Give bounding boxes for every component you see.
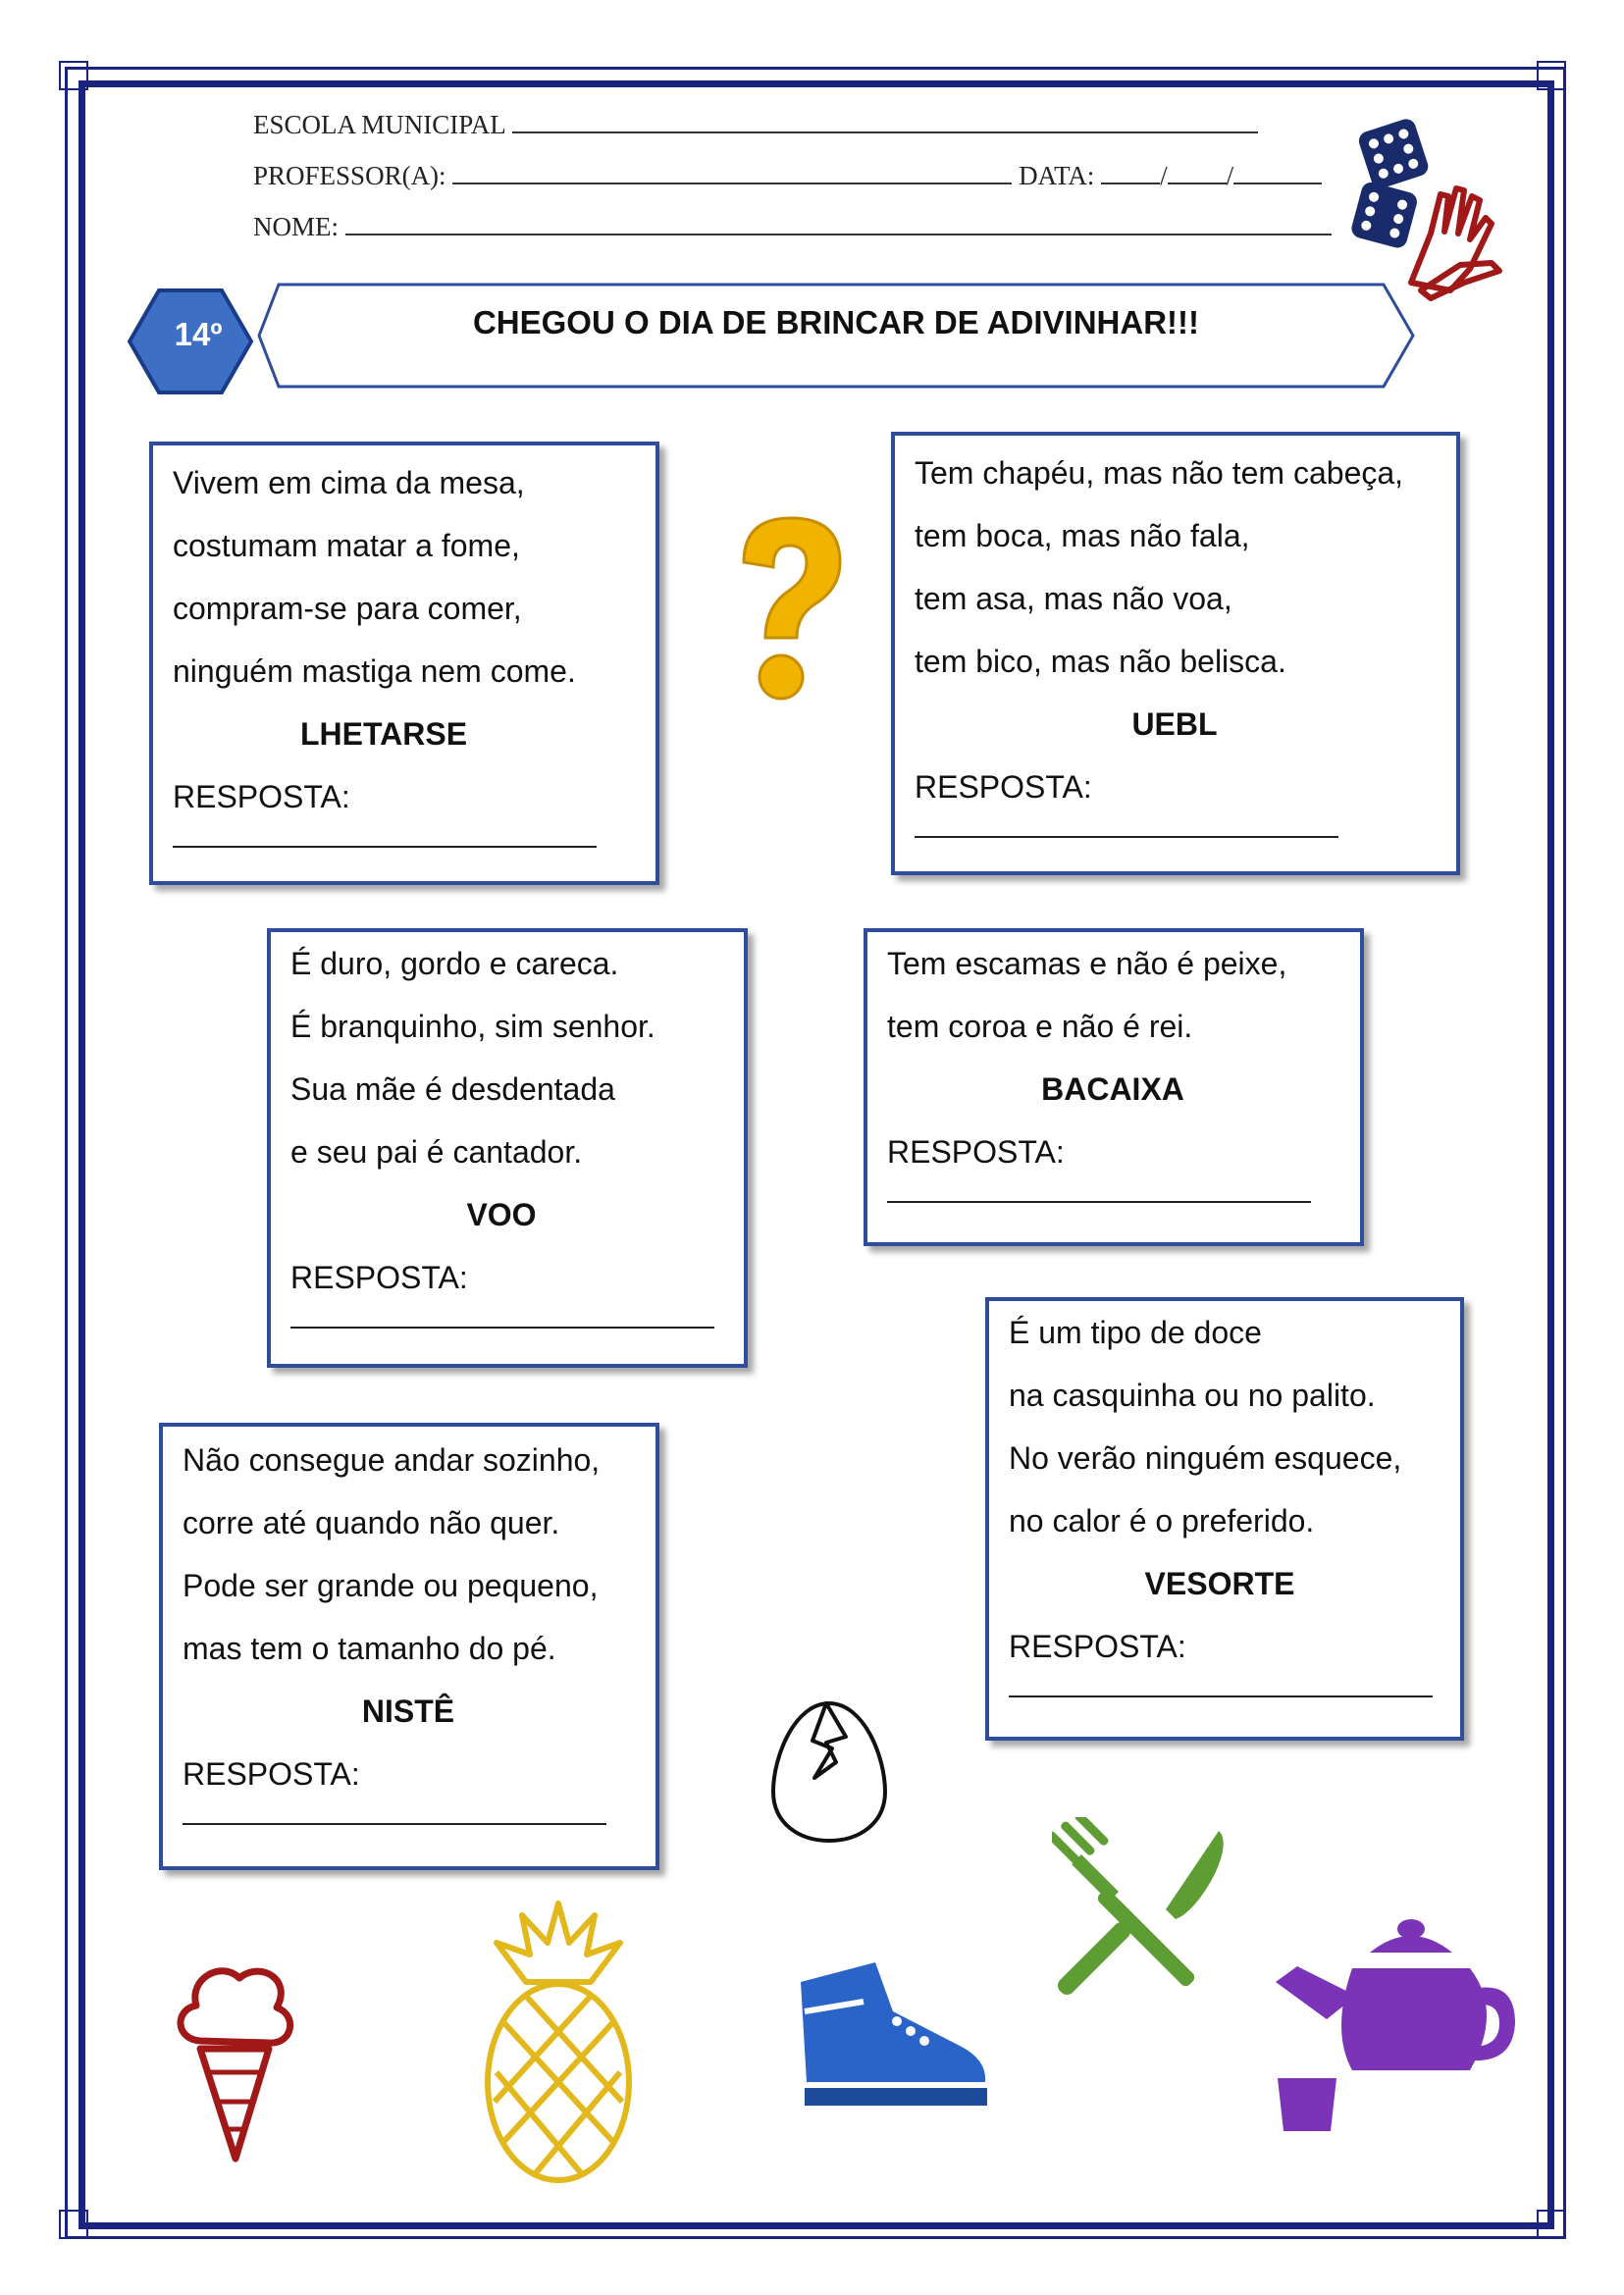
answer-field[interactable] <box>290 1309 714 1329</box>
scrambled-word: LHETARSE <box>299 716 468 752</box>
date-month-field[interactable] <box>1168 163 1227 184</box>
frame-corner <box>59 2210 88 2239</box>
riddle-line: compram-se para comer, <box>173 591 522 626</box>
riddle-line: mas tem o tamanho do pé. <box>183 1631 556 1666</box>
riddle-line: Tem chapéu, mas não tem cabeça, <box>915 455 1404 491</box>
riddle-line: É um tipo de doce <box>1009 1315 1262 1350</box>
date-label: DATA: <box>1019 161 1095 190</box>
school-label: ESCOLA MUNICIPAL <box>253 110 505 139</box>
answer-field[interactable] <box>887 1183 1311 1203</box>
riddle-line: na casquinha ou no palito. <box>1009 1378 1376 1413</box>
riddle-line: tem asa, mas não voa, <box>915 581 1232 616</box>
sneaker-icon <box>795 1953 991 2110</box>
school-field[interactable] <box>512 112 1258 133</box>
riddle-line: Vivem em cima da mesa, <box>173 465 525 500</box>
riddle-card-4 <box>864 928 1364 1246</box>
riddle-line: tem boca, mas não fala, <box>915 518 1250 553</box>
school-line <box>253 110 1258 140</box>
frame-corner <box>1537 2210 1566 2239</box>
fork-knife-icon <box>1052 1817 1238 2004</box>
riddle-line: É duro, gordo e careca. <box>290 946 619 981</box>
riddle-line: No verão ninguém esquece, <box>1009 1440 1402 1476</box>
riddle-card-6 <box>159 1423 659 1870</box>
riddle-line: costumam matar a fome, <box>173 528 520 563</box>
riddle-card-3 <box>267 928 748 1368</box>
answer-field[interactable] <box>915 818 1338 838</box>
date-day-field[interactable] <box>1101 163 1160 184</box>
scrambled-word: BACAIXA <box>1041 1071 1184 1107</box>
riddle-line: e seu pai é cantador. <box>290 1134 583 1170</box>
pineapple-icon <box>475 1896 642 2190</box>
answer-label: RESPOSTA: <box>183 1756 360 1792</box>
answer-label: RESPOSTA: <box>290 1260 468 1295</box>
badge-number: 14º <box>174 316 223 352</box>
frame-corner <box>1537 61 1566 90</box>
question-mark-icon <box>724 508 852 714</box>
answer-field[interactable] <box>173 828 597 848</box>
riddle-line: É branquinho, sim senhor. <box>290 1009 655 1044</box>
cracked-egg-icon <box>767 1697 891 1847</box>
name-field[interactable] <box>345 214 1332 235</box>
answer-field[interactable] <box>1009 1678 1433 1697</box>
answer-label: RESPOSTA: <box>915 769 1092 805</box>
riddle-card-1 <box>149 442 659 885</box>
riddle-line: Não consegue andar sozinho, <box>183 1442 601 1478</box>
teacher-field[interactable] <box>452 163 1012 184</box>
ice-cream-icon <box>167 1955 304 2170</box>
answer-field[interactable] <box>183 1805 606 1825</box>
teacher-line: PROFESSOR(A): DATA: / / <box>253 161 1322 191</box>
date-year-field[interactable] <box>1233 163 1322 184</box>
scrambled-word: NISTÊ <box>361 1694 455 1729</box>
riddle-line: tem coroa e não é rei. <box>887 1009 1193 1044</box>
riddle-line: Tem escamas e não é peixe, <box>887 946 1287 981</box>
scrambled-word: UEBL <box>1131 706 1218 742</box>
riddle-line: Pode ser grande ou pequeno, <box>183 1568 599 1603</box>
frame-corner <box>59 61 88 90</box>
page-title: CHEGOU O DIA DE BRINCAR DE ADIVINHAR!!! <box>472 304 1200 340</box>
hands-icon <box>1401 175 1509 302</box>
answer-label: RESPOSTA: <box>173 779 350 814</box>
answer-label: RESPOSTA: <box>1009 1629 1186 1664</box>
riddle-line: corre até quando não quer. <box>183 1505 560 1540</box>
riddle-card-2 <box>891 432 1460 875</box>
answer-label: RESPOSTA: <box>887 1134 1065 1170</box>
name-line <box>253 212 1332 242</box>
teacher-label: PROFESSOR(A): <box>253 161 446 190</box>
scrambled-word: VESORTE <box>1144 1566 1295 1601</box>
riddle-line: no calor é o preferido. <box>1009 1503 1315 1539</box>
riddle-line: tem bico, mas não belisca. <box>915 644 1286 679</box>
scrambled-word: VOO <box>466 1197 537 1232</box>
riddle-card-5 <box>985 1297 1464 1741</box>
teapot-icon <box>1268 1913 1523 2141</box>
riddle-line: Sua mãe é desdentada <box>290 1071 615 1107</box>
riddle-line: ninguém mastiga nem come. <box>173 653 576 689</box>
name-label: NOME: <box>253 212 339 241</box>
